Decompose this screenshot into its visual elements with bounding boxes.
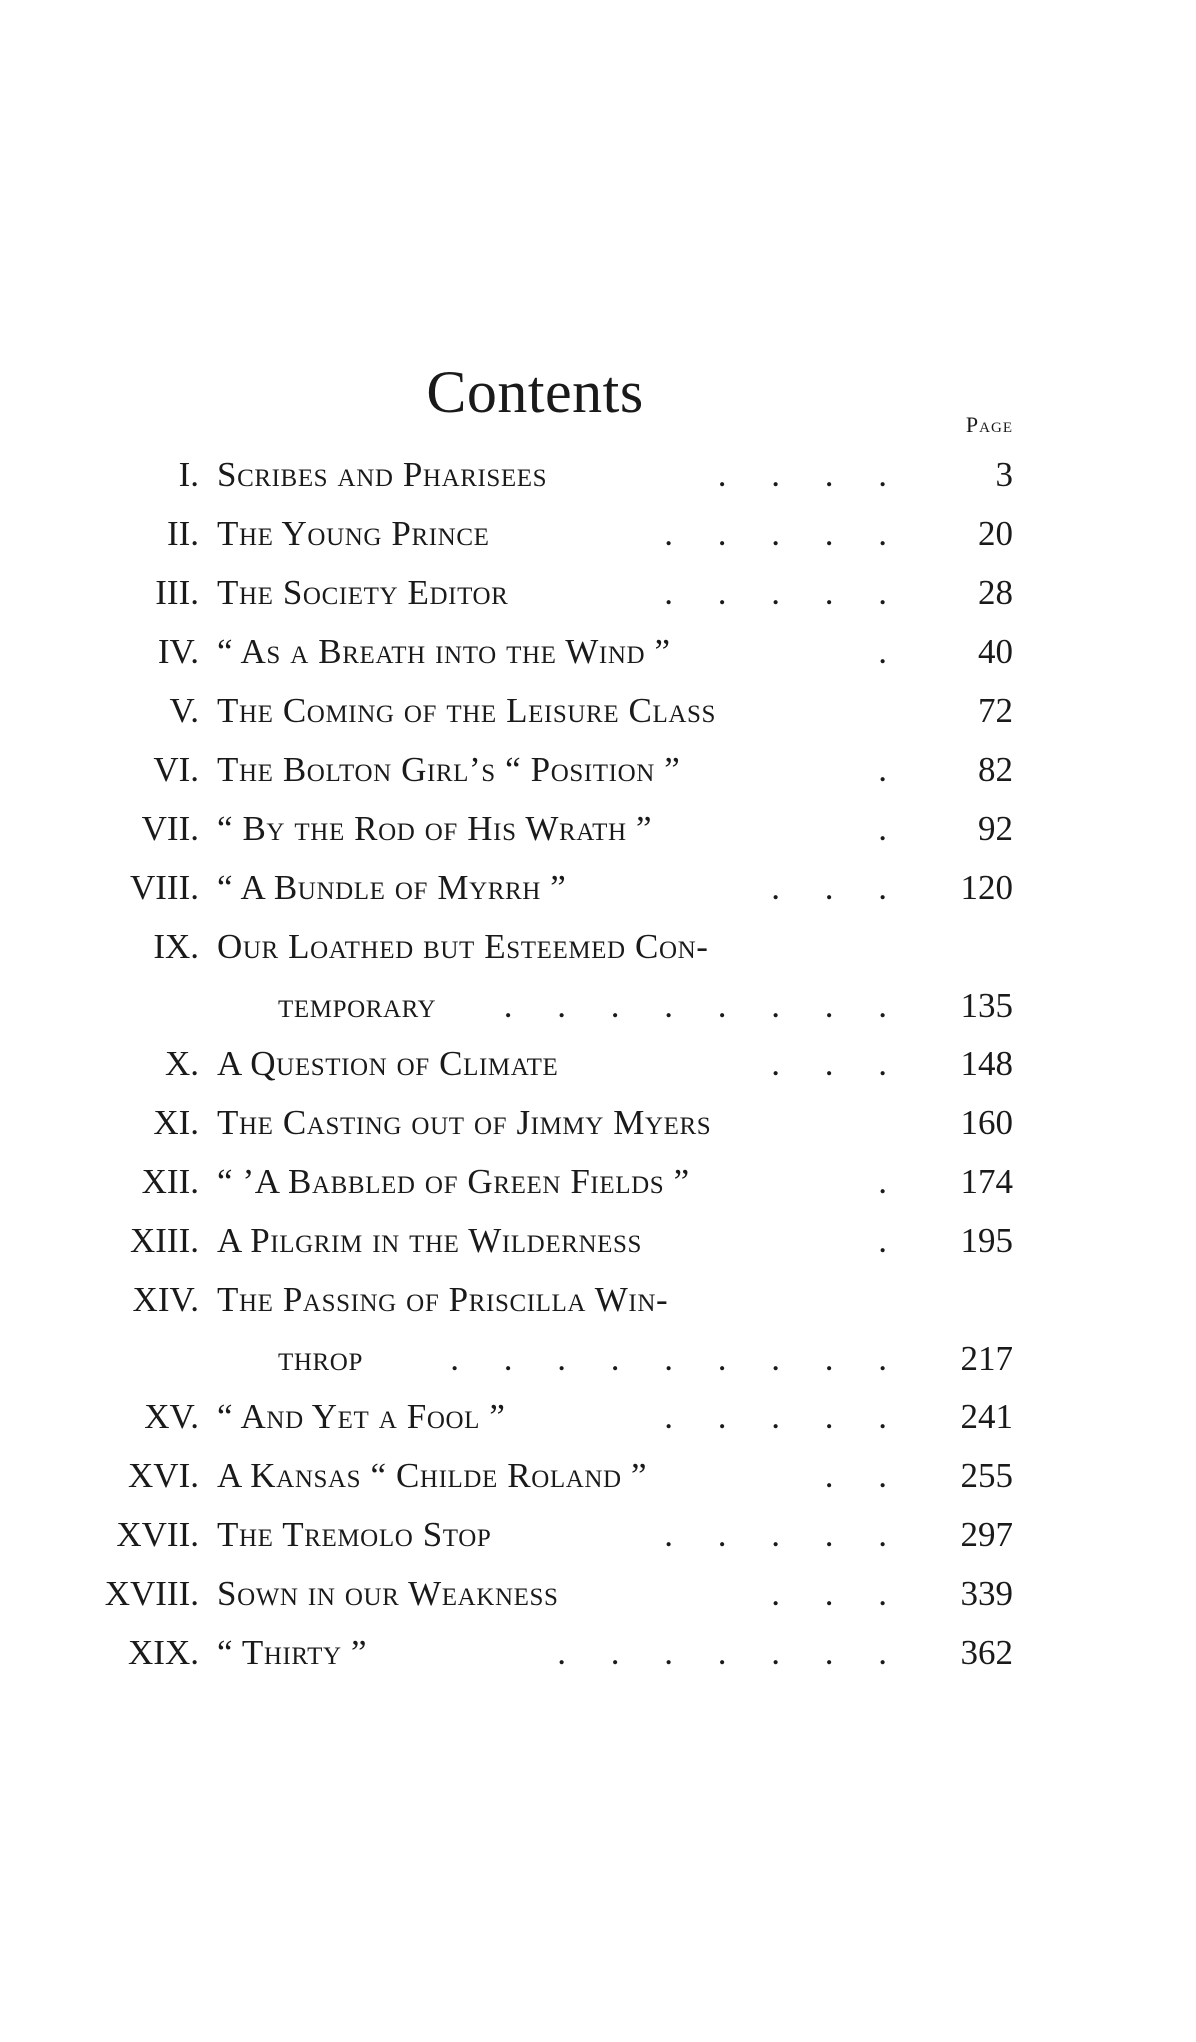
page-number: 28 [978, 573, 1013, 612]
chapter-title: The Tremolo Stop [217, 1515, 492, 1554]
page-number: 195 [960, 1221, 1013, 1260]
chapter-number: IX. [153, 927, 199, 966]
toc-entry-continuation [0, 1329, 1196, 1387]
table-of-contents [0, 445, 1196, 1682]
chapter-title: throp [278, 1339, 363, 1378]
page-number: 135 [960, 986, 1013, 1025]
chapter-number: I. [178, 455, 199, 494]
chapter-number: VI. [153, 750, 199, 789]
chapter-number: IV. [157, 632, 199, 671]
chapter-title: A Pilgrim in the Wilderness [217, 1221, 642, 1260]
chapter-title: The Coming of the Leisure Class [217, 691, 717, 730]
chapter-number: X. [164, 1044, 199, 1083]
dot-leader: . . . . . [664, 514, 905, 553]
dot-leader: . . . . . [664, 1397, 905, 1436]
chapter-title: “ By the Rod of His Wrath ” [217, 809, 653, 848]
dot-leader: . . . . . [664, 573, 905, 612]
toc-entry [0, 622, 1196, 681]
page-column-header: Page [965, 412, 1013, 437]
toc-entry [0, 1093, 1196, 1152]
dot-leader: . . . . [717, 455, 905, 494]
toc-entry [0, 1623, 1196, 1682]
chapter-number: VIII. [130, 868, 199, 907]
chapter-number: XI. [153, 1103, 199, 1142]
chapter-title: “ And Yet a Fool ” [217, 1397, 506, 1436]
toc-entry [0, 1387, 1196, 1446]
chapter-title: Scribes and Pharisees [217, 455, 548, 494]
page-number: 255 [960, 1456, 1013, 1495]
dot-leader: . [878, 632, 905, 671]
chapter-number: XIV. [132, 1280, 199, 1319]
chapter-title: Our Loathed but Esteemed Con- [217, 927, 709, 966]
chapter-number: XV. [144, 1397, 199, 1436]
page-number: 40 [978, 632, 1013, 671]
page-number: 82 [978, 750, 1013, 789]
toc-entry [0, 504, 1196, 563]
chapter-title: The Society Editor [217, 573, 509, 612]
chapter-number: XIII. [130, 1221, 199, 1260]
page-number: 217 [960, 1339, 1013, 1378]
toc-entry [0, 1446, 1196, 1505]
chapter-title: “ Thirty ” [217, 1633, 368, 1672]
chapter-title: “ A Bundle of Myrrh ” [217, 868, 567, 907]
chapter-number: II. [166, 514, 199, 553]
toc-entry [0, 1505, 1196, 1564]
chapter-title: “ ’A Babbled of Green Fields ” [217, 1162, 690, 1201]
toc-entry [0, 740, 1196, 799]
dot-leader: . . . [771, 1044, 905, 1083]
chapter-number: V. [169, 691, 199, 730]
page-number: 72 [978, 691, 1013, 730]
toc-entry [0, 858, 1196, 917]
toc-entry [0, 681, 1196, 740]
dot-leader: . [878, 1162, 905, 1201]
chapter-title: Sown in our Weakness [217, 1574, 559, 1613]
chapter-number: III. [155, 573, 199, 612]
page-number: 160 [960, 1103, 1013, 1142]
toc-entry [0, 1270, 1196, 1329]
chapter-number: XVIII. [104, 1574, 199, 1613]
toc-entry [0, 1034, 1196, 1093]
dot-leader: . [878, 1221, 905, 1260]
page-number: 174 [960, 1162, 1013, 1201]
chapter-title: The Bolton Girl’s “ Position ” [217, 750, 681, 789]
chapter-number: XVI. [128, 1456, 199, 1495]
chapter-title: “ As a Breath into the Wind ” [217, 632, 671, 671]
toc-entry [0, 917, 1196, 976]
page-number: 92 [978, 809, 1013, 848]
toc-entry [0, 1564, 1196, 1623]
chapter-number: XVII. [116, 1515, 199, 1554]
dot-leader: . . . . . . . . [503, 986, 905, 1025]
dot-leader: . . . [771, 1574, 905, 1613]
toc-entry [0, 1211, 1196, 1270]
page-number: 120 [960, 868, 1013, 907]
page-number: 241 [960, 1397, 1013, 1436]
page-number: 339 [960, 1574, 1013, 1613]
page-number: 148 [960, 1044, 1013, 1083]
chapter-title: The Young Prince [217, 514, 490, 553]
chapter-number: XII. [141, 1162, 199, 1201]
toc-entry [0, 1152, 1196, 1211]
chapter-title: The Passing of Priscilla Win- [217, 1280, 669, 1319]
toc-entry [0, 563, 1196, 622]
chapter-title: temporary [278, 986, 437, 1025]
page-number: 362 [960, 1633, 1013, 1672]
dot-leader: . [878, 750, 905, 789]
chapter-title: A Kansas “ Childe Roland ” [217, 1456, 648, 1495]
page-number: 297 [960, 1515, 1013, 1554]
dot-leader: . . . [771, 868, 905, 907]
toc-entry [0, 445, 1196, 504]
page-number: 20 [978, 514, 1013, 553]
dot-leader: . . [824, 1456, 905, 1495]
dot-leader: . [878, 809, 905, 848]
dot-leader: . . . . . [664, 1515, 905, 1554]
chapter-title: A Question of Climate [217, 1044, 559, 1083]
chapter-number: XIX. [128, 1633, 199, 1672]
dot-leader: . . . . . . . [557, 1633, 905, 1672]
dot-leader: . . . . . . . . . [450, 1339, 905, 1378]
page-number: 3 [995, 455, 1013, 494]
toc-entry [0, 799, 1196, 858]
chapter-number: VII. [141, 809, 199, 848]
chapter-title: The Casting out of Jimmy Myers [217, 1103, 712, 1142]
page-title: Contents [426, 359, 644, 426]
toc-entry-continuation [0, 976, 1196, 1034]
